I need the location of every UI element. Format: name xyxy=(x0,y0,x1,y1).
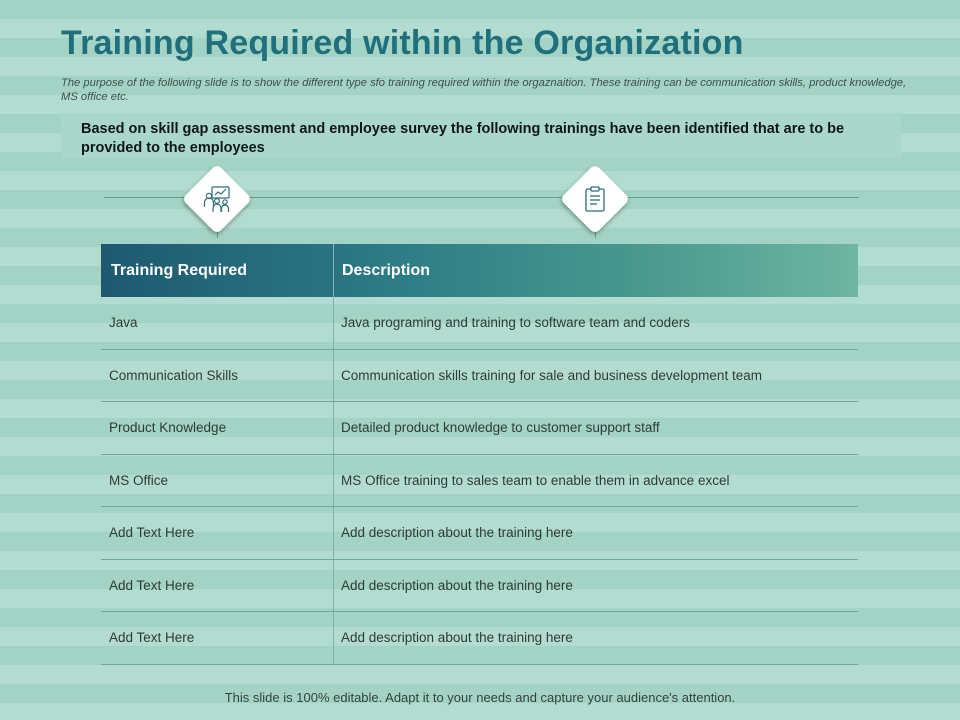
table-row xyxy=(101,350,858,403)
table-row xyxy=(101,507,858,560)
table-row xyxy=(101,560,858,613)
training-cell: Add Text Here xyxy=(101,612,334,664)
clipboard-icon xyxy=(581,185,609,213)
training-cell: Communication Skills xyxy=(101,350,334,402)
description-cell: Detailed product knowledge to customer support staff xyxy=(341,420,660,435)
slide-subtitle: The purpose of the following slide is to show the different type sfo training required within the orgaznaition. These training can be communication skills, product knowledge, MS office etc. xyxy=(61,77,907,103)
training-table xyxy=(101,244,858,665)
header-training-required: Training Required xyxy=(101,244,334,297)
training-cell: Add Text Here xyxy=(101,560,334,612)
description-cell: Add description about the training here xyxy=(341,630,573,645)
description-cell: Add description about the training here xyxy=(341,577,573,593)
slide-title: Training Required within the Organization xyxy=(61,24,744,62)
footer-note: This slide is 100% editable. Adapt it to your needs and capture your audience's attention. xyxy=(224,690,736,705)
training-cell: Add Text Here xyxy=(101,507,334,559)
table-header xyxy=(101,244,858,297)
description-diamond xyxy=(559,163,631,235)
training-cell: MS Office xyxy=(101,455,334,507)
training-cell: Product Knowledge xyxy=(101,402,334,454)
callout-box: Based on skill gap assessment and employee survey the following trainings have been identified that are to be provided to the employees xyxy=(61,113,901,158)
description-cell: MS Office training to sales team to enable them in advance excel xyxy=(341,472,730,488)
training-cell: Java xyxy=(101,297,334,349)
people-presentation-icon xyxy=(203,185,231,213)
description-cell: Communication skills training for sale and business development team xyxy=(341,367,762,383)
description-cell: Add description about the training here xyxy=(341,525,573,540)
header-description: Description xyxy=(342,262,431,279)
table-row xyxy=(101,402,858,455)
description-cell: Java programing and training to software team and coders xyxy=(341,315,690,330)
table-row xyxy=(101,455,858,508)
table-row xyxy=(101,612,858,665)
training-diamond xyxy=(181,163,253,235)
table-row xyxy=(101,297,858,350)
